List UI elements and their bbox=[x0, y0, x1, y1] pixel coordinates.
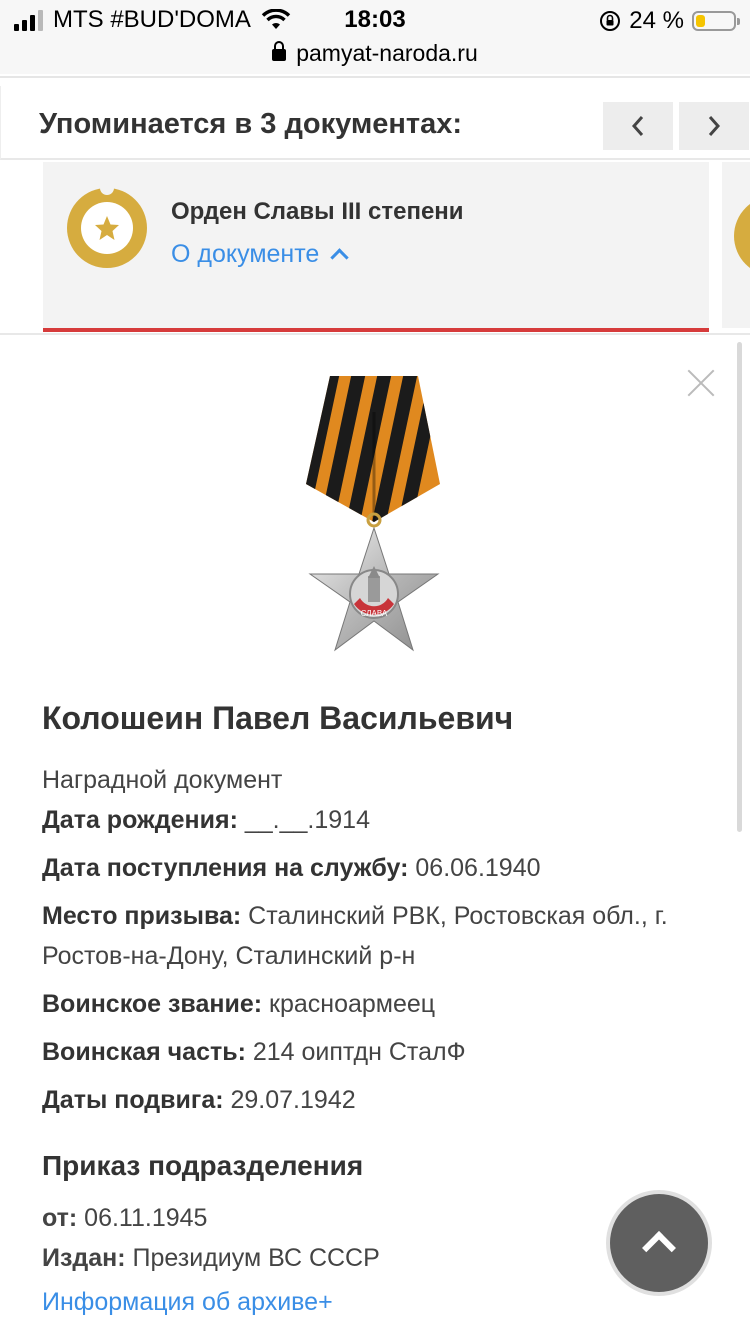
chevron-up-icon bbox=[331, 248, 349, 266]
divider bbox=[0, 76, 750, 78]
carrier-name: MTS #BUD'DOMA bbox=[53, 6, 251, 33]
signal-icon bbox=[14, 9, 43, 31]
close-icon[interactable] bbox=[686, 368, 716, 398]
archive-info-link[interactable]: Информация об архиве+ bbox=[42, 1288, 333, 1316]
field-label: от: bbox=[42, 1204, 78, 1232]
field-unit bbox=[42, 1032, 702, 1072]
chevron-up-icon bbox=[642, 1231, 676, 1265]
order-title: Приказ подразделения bbox=[42, 1150, 364, 1181]
wifi-icon bbox=[261, 9, 291, 31]
field-label: Даты подвига: bbox=[42, 1086, 224, 1114]
document-type: Наградной документ bbox=[42, 766, 283, 794]
battery-icon bbox=[692, 11, 736, 31]
mentions-title: Упоминается в 3 документах: bbox=[39, 108, 463, 140]
order-date bbox=[42, 1198, 380, 1238]
scroll-to-top-button[interactable] bbox=[610, 1194, 708, 1292]
field-service-date bbox=[42, 848, 702, 888]
field-feat-dates bbox=[42, 1080, 702, 1120]
divider bbox=[0, 333, 750, 335]
field-value: 06.06.1940 bbox=[415, 854, 541, 882]
field-value: __.__.1914 bbox=[244, 806, 370, 834]
field-label: Воинское звание: bbox=[42, 990, 263, 1018]
field-rank bbox=[42, 984, 702, 1024]
chevron-right-icon bbox=[707, 115, 721, 137]
field-label: Место призыва: bbox=[42, 902, 242, 930]
field-birth-date bbox=[42, 800, 702, 840]
battery-percent: 24 % bbox=[629, 7, 684, 34]
field-draft-place bbox=[42, 896, 702, 976]
chevron-left-icon bbox=[631, 115, 645, 137]
order-details bbox=[42, 1198, 380, 1278]
about-document-link[interactable] bbox=[171, 240, 346, 269]
document-card[interactable] bbox=[43, 162, 709, 332]
prev-document-button[interactable] bbox=[603, 102, 673, 150]
field-value: Сталинский РВК, Ростовская обл., г. Ростов-на-Дону, Сталинский р-н bbox=[42, 902, 668, 970]
field-value: 29.07.1942 bbox=[230, 1086, 356, 1114]
medal-icon bbox=[67, 188, 147, 268]
field-label: Издан: bbox=[42, 1244, 126, 1272]
order-issuer bbox=[42, 1238, 380, 1278]
field-label: Воинская часть: bbox=[42, 1038, 246, 1066]
about-document-label: О документе bbox=[171, 240, 320, 268]
clock: 18:03 bbox=[344, 6, 406, 33]
document-title: Орден Славы III степени bbox=[171, 198, 464, 225]
url-text: pamyat-naroda.ru bbox=[296, 40, 478, 66]
next-document-card[interactable] bbox=[722, 162, 750, 328]
orientation-lock-icon bbox=[599, 10, 621, 32]
lock-icon bbox=[272, 49, 286, 61]
person-details bbox=[42, 760, 702, 1128]
field-label: Дата поступления на службу: bbox=[42, 854, 409, 882]
person-name: Колошеин Павел Васильевич bbox=[42, 700, 514, 736]
address-bar[interactable] bbox=[0, 38, 750, 74]
next-document-button[interactable] bbox=[679, 102, 749, 150]
medal-icon bbox=[734, 196, 750, 276]
field-value: 06.11.1945 bbox=[84, 1204, 208, 1232]
scrollbar[interactable] bbox=[737, 342, 742, 832]
field-value: 214 оиптдн СталФ bbox=[252, 1038, 466, 1066]
field-value: Президиум ВС СССР bbox=[132, 1244, 380, 1272]
medal-inscription: СЛАВА bbox=[360, 609, 388, 618]
order-of-glory-image bbox=[300, 372, 448, 654]
field-label: Дата рождения: bbox=[42, 806, 238, 834]
mentions-header bbox=[0, 86, 750, 160]
field-value: красноармеец bbox=[269, 990, 436, 1018]
